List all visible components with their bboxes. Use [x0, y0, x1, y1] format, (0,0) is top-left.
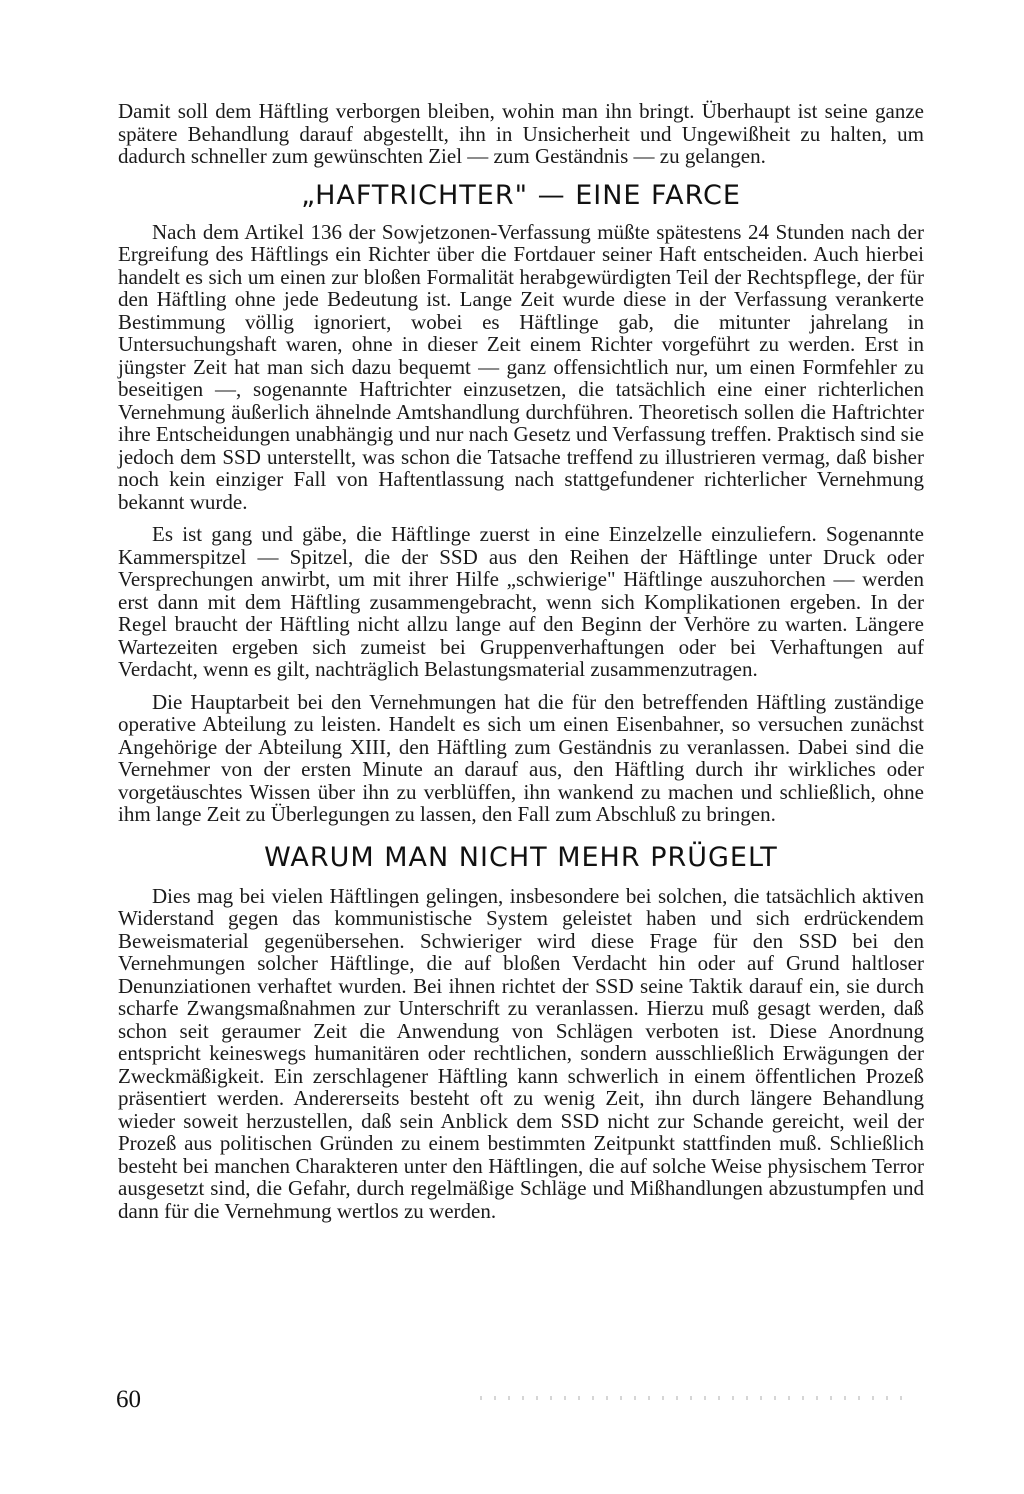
intro-paragraph: Damit soll dem Häftling verborgen bleiben, wohin man ihn bringt. Überhaupt ist seine ganze spätere Behandlung darauf abgestellt, ihn in Unsicherheit und Ungewißheit zu halten, um dadurch schneller zum gewünschten Ziel — zum Geständnis — zu gelangen.: [118, 99, 924, 168]
page-body: [118, 100, 924, 1222]
paragraph-3: Die Hauptarbeit bei den Vernehmungen hat die für den betreffenden Häftling zuständige operative Abteilung zu leisten. Handelt es sich um einen Eisenbahner, so versuchen zunächst Angehörige der Abteilung XIII, den Häftling zum Geständnis zu veranlassen. Dabei sind die Vernehmer von der ersten Minute an darauf aus, den Häftling durch ihr wirkliches oder vorgetäuschtes Wissen über ihn zu verblüffen, ihn wankend zu machen und schließlich, ohne ihm lange Zeit zu Überlegungen zu lassen, den Fall zum Abschluß zu bringen.: [118, 689, 924, 826]
heading-haftrichter: „HAFTRICHTER" — EINE FARCE: [301, 179, 741, 211]
paragraph-4: Dies mag bei vielen Häftlingen gelingen, insbesondere bei solchen, die tatsächlich aktiven Widerstand gegen das kommunistische System geleistet haben und sich erdrückendem Beweismaterial gegenübersehen. Schwieriger wird diese Frage für den SSD bei den Vernehmungen solcher Häftlinge, die auf bloßen Verdacht hin oder auf Grund haltloser Denunziationen verhaftet wurden. Bei ihnen richtet der SSD seine Taktik darauf ein, sie durch scharfe Zwangsmaßnahmen zur Unterschrift zu veranlassen. Hierzu muß gesagt werden, daß schon seit geraumer Zeit die Anwendung von Schlägen verboten ist. Diese Anordnung entspricht keineswegs humanitären oder rechtlichen, sondern ausschließlich Erwägungen der Zweckmäßigkeit. Ein zerschlagener Häftling kann schwerlich in einem öffentlichen Prozeß präsentiert werden. Andererseits besteht oft zu wenig Zeit, ihn durch längere Behandlung wieder soweit herzustellen, daß sein Anblick dem SSD nicht zur Schande gereicht, weil der Prozeß aus politischen Gründen zu einem bestimmten Zeitpunkt stattfinden muß. Schließlich besteht bei manchen Charakteren unter den Häftlingen, die auf solche Weise physischem Terror ausgesetzt sind, die Gefahr, durch regelmäßige Schläge und Mißhandlungen abzustumpfen und dann für die Vernehmung wertlos zu werden.: [118, 883, 924, 1223]
paragraph-1: Nach dem Artikel 136 der Sowjetzonen-Verfassung müßte spätestens 24 Stunden nach der Ergreifung des Häftlings ein Richter über die Fortdauer seiner Haft entscheiden. Auch hierbei handelt es sich um einen zur bloßen Formalität herabgewürdigten Teil der Rechtspflege, der für den Häftling ohne jede Bedeutung ist. Lange Zeit wurde diese in der Verfassung verankerte Bestimmung völlig ignoriert, wobei es Häftlinge gab, die mitunter jahrelang in Untersuchungshaft waren, ohne in dieser Zeit einem Richter vorgeführt zu werden. Erst in jüngster Zeit hat man sich dazu bequemt — ganz offensichtlich nur, um einen Formfehler zu beseitigen —, sogenannte Haftrichter einzusetzen, die tatsächlich eine einer richterlichen Vernehmung äußerlich ähnelnde Amtshandlung durchführen. Theoretisch sollen die Haftrichter ihre Entscheidungen unabhängig und nur nach Gesetz und Verfassung treffen. Praktisch sind sie jedoch dem SSD unterstellt, was schon die Tatsache treffend zu illustrieren vermag, daß bisher noch kein einziger Fall von Haftentlassung nach stattgefundener richterlicher Vernehmung bekannt wurde.: [118, 219, 924, 514]
heading-pruegelt: WARUM MAN NICHT MEHR PRÜGELT: [264, 841, 778, 873]
page-number: 60: [116, 1386, 141, 1413]
paragraph-2: Es ist gang und gäbe, die Häftlinge zuerst in eine Einzelzelle einzuliefern. Sogenannte Kammerspitzel — Spitzel, die der SSD aus den Reihen der Häftlinge unter Druck oder Versprechungen anwirbt, um mit ihrer Hilfe „schwierige" Häftlinge auszuhorchen — werden erst dann mit dem Häftling zusammengebracht, wenn sich Komplikationen ergeben. In der Regel braucht der Häftling nicht allzu lange auf den Beginn der Verhöre zu warten. Längere Wartezeiten ergeben sich zumeist bei Gruppenverhaftungen oder bei Verhaftungen auf Verdacht, wenn es gilt, nachträglich Belastungsmaterial zusammenzutragen.: [118, 522, 924, 681]
scan-specks: [480, 1396, 910, 1400]
